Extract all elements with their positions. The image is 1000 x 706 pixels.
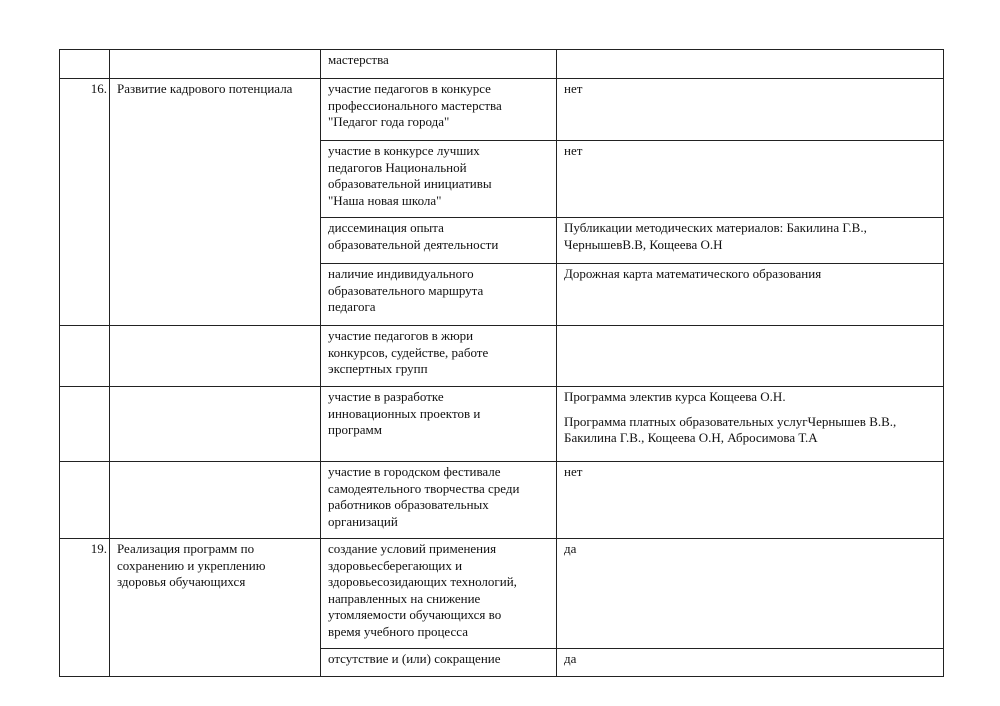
value-text: Программа электив курса Кощеева О.Н. — [564, 389, 786, 404]
indicator-text: образовательной деятельности — [328, 236, 499, 252]
value-cell — [557, 50, 944, 79]
indicator-cell — [321, 462, 557, 539]
value-cell — [557, 218, 944, 264]
indicator-text: профессионального мастерства — [328, 97, 502, 113]
indicator-cell — [321, 79, 557, 141]
indicator-cell — [321, 387, 557, 462]
table-row — [60, 539, 944, 649]
indicator-text: "Педагог года города" — [328, 114, 450, 129]
indicator-text: конкурсов, судействе, работе — [328, 344, 489, 360]
indicator-text: участие в конкурсе лучших — [328, 143, 480, 158]
value-text: Программа платных образовательных услугЧернышев В.В., — [564, 413, 897, 429]
indicator-text: участие педагогов в жюри — [328, 328, 474, 343]
section-cell — [110, 462, 321, 539]
indicator-cell — [321, 326, 557, 387]
indicator-text: самодеятельного творчества среди — [328, 480, 520, 496]
indicator-cell — [321, 264, 557, 326]
indicator-text: наличие индивидуального — [328, 266, 474, 281]
indicator-text: участие в разработке — [328, 389, 444, 404]
section-title: здоровья обучающихся — [117, 574, 246, 589]
indicator-text: отсутствие и (или) сокращение — [328, 651, 501, 666]
indicator-cell — [321, 50, 557, 79]
value-text: да — [564, 651, 577, 666]
indicator-text: работников образовательных — [328, 497, 489, 512]
value-cell — [557, 387, 944, 462]
section-cell — [110, 326, 321, 387]
section-cell — [110, 387, 321, 462]
number-cell — [60, 326, 110, 387]
indicator-cell — [321, 141, 557, 218]
indicator-text: педагогов Национальной — [328, 159, 467, 175]
value-text: Бакилина Г.В., Кощеева О.Н, Абросимова Т.А — [564, 430, 818, 445]
indicator-text: направленных на снижение — [328, 590, 481, 606]
value-text: да — [564, 541, 577, 556]
value-text: Публикации методических материалов: Бакилина Г.В., — [564, 220, 867, 235]
table-row — [60, 79, 944, 141]
number-cell — [60, 79, 110, 326]
number-cell — [60, 387, 110, 462]
number-cell — [60, 462, 110, 539]
value-cell — [557, 264, 944, 326]
table-row — [60, 387, 944, 462]
indicator-text: мастерства — [328, 52, 389, 67]
document-table — [59, 49, 944, 677]
value-text: нет — [564, 143, 583, 158]
indicator-text: здоровьесозидающих технологий, — [328, 574, 517, 589]
section-number: 19. — [90, 541, 107, 556]
value-cell — [557, 462, 944, 539]
number-cell — [60, 50, 110, 79]
section-cell — [110, 50, 321, 79]
indicator-cell — [321, 649, 557, 677]
indicator-text: диссеминация опыта — [328, 220, 444, 235]
value-cell — [557, 539, 944, 649]
number-cell — [60, 539, 110, 677]
indicator-text: экспертных групп — [328, 361, 428, 376]
indicator-text: здоровьесберегающих и — [328, 557, 463, 573]
value-text: нет — [564, 81, 583, 96]
value-text: нет — [564, 464, 583, 479]
indicator-text: участие в городском фестивале — [328, 464, 501, 479]
indicator-text: создание условий применения — [328, 541, 497, 556]
value-cell — [557, 326, 944, 387]
indicator-text: инновационных проектов и — [328, 405, 481, 421]
indicator-text: программ — [328, 422, 383, 437]
section-number: 16. — [90, 81, 107, 96]
table-row — [60, 50, 944, 79]
indicator-text: утомляемости обучающихся во — [328, 607, 502, 622]
table-row — [60, 462, 944, 539]
value-text: ЧернышевВ.В, Кощеева О.Н — [564, 236, 723, 252]
section-cell — [110, 79, 321, 326]
indicator-text: образовательной инициативы — [328, 176, 492, 191]
section-title: Развитие кадрового потенциала — [117, 81, 293, 96]
table-row — [60, 326, 944, 387]
section-title: Реализация программ по — [117, 541, 255, 556]
section-cell — [110, 539, 321, 677]
indicator-text: образовательного маршрута — [328, 282, 484, 298]
indicator-text: организаций — [328, 513, 398, 529]
indicator-cell — [321, 218, 557, 264]
value-cell — [557, 141, 944, 218]
value-cell — [557, 649, 944, 677]
indicator-text: участие педагогов в конкурсе — [328, 81, 491, 96]
section-title: сохранению и укреплению — [117, 557, 266, 573]
indicator-text: педагога — [328, 299, 376, 314]
indicator-text: "Наша новая школа" — [328, 192, 442, 208]
value-text: Дорожная карта математического образования — [564, 266, 822, 281]
indicator-cell — [321, 539, 557, 649]
value-cell — [557, 79, 944, 141]
indicator-text: время учебного процесса — [328, 623, 468, 639]
